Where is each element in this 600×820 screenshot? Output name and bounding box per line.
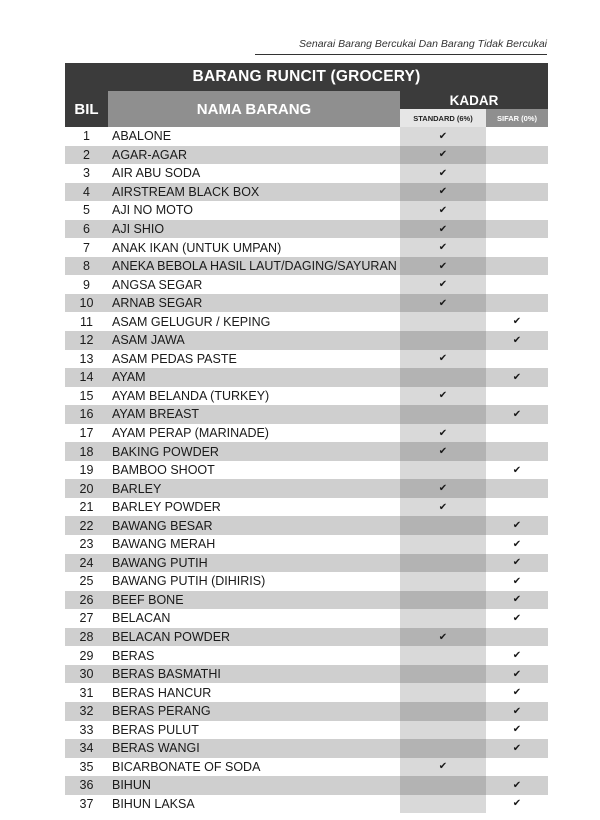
row-number: 37 [65,795,108,814]
standard-rate-check-icon [400,702,486,721]
row-number: 24 [65,554,108,573]
item-name: BAKING POWDER [108,442,400,461]
zero-rate-check-icon [486,164,548,183]
table-row [65,238,548,257]
table-row [65,257,548,276]
row-number: 10 [65,294,108,313]
table-row [65,535,548,554]
table-row [65,387,548,406]
zero-rate-check-icon: ✔ [486,405,548,424]
standard-rate-check-icon: ✔ [400,498,486,517]
zero-rate-check-icon [486,257,548,276]
table-row [65,405,548,424]
item-name: BAWANG PUTIH (DIHIRIS) [108,572,400,591]
table-title: BARANG RUNCIT (GROCERY) [65,63,548,91]
standard-rate-check-icon: ✔ [400,350,486,369]
zero-rate-check-icon [486,220,548,239]
grocery-table [65,63,548,813]
item-name: BAWANG PUTIH [108,554,400,573]
standard-rate-check-icon [400,405,486,424]
item-name: ASAM PEDAS PASTE [108,350,400,369]
row-number: 15 [65,387,108,406]
row-number: 13 [65,350,108,369]
table-row [65,294,548,313]
standard-rate-check-icon: ✔ [400,164,486,183]
standard-rate-check-icon: ✔ [400,294,486,313]
row-number: 27 [65,609,108,628]
zero-rate-check-icon: ✔ [486,331,548,350]
zero-rate-check-icon: ✔ [486,591,548,610]
item-name: BERAS [108,646,400,665]
item-name: ASAM JAWA [108,331,400,350]
standard-rate-check-icon [400,646,486,665]
table-row [65,331,548,350]
table-row [65,164,548,183]
table-row [65,442,548,461]
zero-rate-check-icon: ✔ [486,312,548,331]
standard-rate-check-icon: ✔ [400,758,486,777]
table-row [65,312,548,331]
table-row [65,498,548,517]
zero-rate-check-icon: ✔ [486,368,548,387]
table-row [65,461,548,480]
standard-rate-check-icon [400,516,486,535]
item-name: AYAM BELANDA (TURKEY) [108,387,400,406]
zero-rate-check-icon [486,183,548,202]
row-number: 34 [65,739,108,758]
standard-rate-check-icon [400,683,486,702]
item-name: ANGSA SEGAR [108,275,400,294]
zero-rate-check-icon: ✔ [486,721,548,740]
table-row [65,127,548,146]
item-name: BARLEY [108,479,400,498]
zero-rate-check-icon: ✔ [486,516,548,535]
zero-rate-check-icon [486,498,548,517]
row-number: 33 [65,721,108,740]
row-number: 21 [65,498,108,517]
row-number: 19 [65,461,108,480]
item-name: BERAS WANGI [108,739,400,758]
item-name: AYAM BREAST [108,405,400,424]
standard-rate-check-icon: ✔ [400,479,486,498]
item-name: AGAR-AGAR [108,146,400,165]
zero-rate-check-icon [486,350,548,369]
table-row [65,220,548,239]
standard-rate-check-icon [400,461,486,480]
item-name: ARNAB SEGAR [108,294,400,313]
zero-rate-check-icon: ✔ [486,665,548,684]
item-name: BAWANG BESAR [108,516,400,535]
table-row [65,795,548,814]
standard-rate-check-icon: ✔ [400,257,486,276]
table-row [65,368,548,387]
standard-rate-check-icon [400,554,486,573]
zero-rate-check-icon [486,479,548,498]
item-name: BAMBOO SHOOT [108,461,400,480]
standard-rate-check-icon: ✔ [400,183,486,202]
standard-rate-check-icon [400,572,486,591]
item-name: ANEKA BEBOLA HASIL LAUT/DAGING/SAYURAN [108,257,400,276]
row-number: 9 [65,275,108,294]
row-number: 6 [65,220,108,239]
row-number: 32 [65,702,108,721]
standard-rate-check-icon [400,776,486,795]
table-row [65,350,548,369]
row-number: 2 [65,146,108,165]
table-row [65,554,548,573]
row-number: 3 [65,164,108,183]
standard-rate-check-icon: ✔ [400,628,486,647]
row-number: 31 [65,683,108,702]
zero-rate-check-icon: ✔ [486,683,548,702]
row-number: 16 [65,405,108,424]
column-header-sifar: SIFAR (0%) [486,109,548,127]
standard-rate-check-icon [400,795,486,814]
table-header [65,91,548,127]
zero-rate-check-icon [486,758,548,777]
row-number: 17 [65,424,108,443]
standard-rate-check-icon [400,535,486,554]
row-number: 28 [65,628,108,647]
table-body [65,127,548,813]
zero-rate-check-icon: ✔ [486,702,548,721]
header-divider [255,54,547,55]
zero-rate-check-icon: ✔ [486,609,548,628]
item-name: BELACAN [108,609,400,628]
zero-rate-check-icon [486,424,548,443]
standard-rate-check-icon: ✔ [400,442,486,461]
row-number: 36 [65,776,108,795]
zero-rate-check-icon [486,238,548,257]
item-name: BIHUN LAKSA [108,795,400,814]
standard-rate-check-icon [400,331,486,350]
table-row [65,702,548,721]
column-header-bil: BIL [65,91,108,127]
row-number: 8 [65,257,108,276]
row-number: 12 [65,331,108,350]
item-name: ANAK IKAN (UNTUK UMPAN) [108,238,400,257]
row-number: 35 [65,758,108,777]
table-row [65,721,548,740]
standard-rate-check-icon [400,609,486,628]
item-name: AJI SHIO [108,220,400,239]
standard-rate-check-icon: ✔ [400,238,486,257]
item-name: BERAS PERANG [108,702,400,721]
table-row [65,609,548,628]
table-row [65,424,548,443]
standard-rate-check-icon [400,721,486,740]
item-name: AYAM [108,368,400,387]
standard-rate-check-icon [400,312,486,331]
row-number: 25 [65,572,108,591]
item-name: BELACAN POWDER [108,628,400,647]
row-number: 5 [65,201,108,220]
table-row [65,275,548,294]
standard-rate-check-icon [400,591,486,610]
table-row [65,739,548,758]
table-row [65,591,548,610]
table-row [65,183,548,202]
row-number: 23 [65,535,108,554]
standard-rate-check-icon [400,665,486,684]
zero-rate-check-icon [486,387,548,406]
zero-rate-check-icon: ✔ [486,554,548,573]
standard-rate-check-icon: ✔ [400,220,486,239]
zero-rate-check-icon: ✔ [486,572,548,591]
row-number: 4 [65,183,108,202]
row-number: 11 [65,312,108,331]
table-row [65,201,548,220]
standard-rate-check-icon: ✔ [400,146,486,165]
zero-rate-check-icon: ✔ [486,739,548,758]
page-header: Senarai Barang Bercukai Dan Barang Tidak Bercukai [299,38,547,50]
table-row [65,146,548,165]
row-number: 20 [65,479,108,498]
table-row [65,776,548,795]
standard-rate-check-icon: ✔ [400,201,486,220]
table-row [65,572,548,591]
column-header-kadar [400,91,548,127]
item-name: AYAM PERAP (MARINADE) [108,424,400,443]
zero-rate-check-icon [486,294,548,313]
table-row [65,479,548,498]
item-name: BAWANG MERAH [108,535,400,554]
row-number: 14 [65,368,108,387]
item-name: BICARBONATE OF SODA [108,758,400,777]
zero-rate-check-icon [486,275,548,294]
zero-rate-check-icon: ✔ [486,535,548,554]
zero-rate-check-icon: ✔ [486,795,548,814]
table-row [65,758,548,777]
zero-rate-check-icon: ✔ [486,646,548,665]
row-number: 22 [65,516,108,535]
table-row [65,628,548,647]
item-name: AIR ABU SODA [108,164,400,183]
zero-rate-check-icon [486,127,548,146]
zero-rate-check-icon [486,442,548,461]
zero-rate-check-icon [486,146,548,165]
row-number: 18 [65,442,108,461]
item-name: ASAM GELUGUR / KEPING [108,312,400,331]
item-name: ABALONE [108,127,400,146]
column-header-standard: STANDARD (6%) [400,109,486,127]
item-name: BERAS BASMATHI [108,665,400,684]
row-number: 29 [65,646,108,665]
row-number: 26 [65,591,108,610]
item-name: BERAS PULUT [108,721,400,740]
standard-rate-check-icon: ✔ [400,424,486,443]
standard-rate-check-icon: ✔ [400,275,486,294]
column-header-nama-barang: NAMA BARANG [108,91,400,127]
table-row [65,516,548,535]
table-row [65,646,548,665]
item-name: AIRSTREAM BLACK BOX [108,183,400,202]
item-name: BIHUN [108,776,400,795]
table-row [65,683,548,702]
row-number: 30 [65,665,108,684]
standard-rate-check-icon: ✔ [400,127,486,146]
zero-rate-check-icon: ✔ [486,461,548,480]
item-name: BEEF BONE [108,591,400,610]
item-name: BERAS HANCUR [108,683,400,702]
row-number: 1 [65,127,108,146]
zero-rate-check-icon [486,201,548,220]
table-row [65,665,548,684]
standard-rate-check-icon [400,368,486,387]
standard-rate-check-icon [400,739,486,758]
item-name: BARLEY POWDER [108,498,400,517]
kadar-label: KADAR [449,92,499,108]
item-name: AJI NO MOTO [108,201,400,220]
zero-rate-check-icon [486,628,548,647]
standard-rate-check-icon: ✔ [400,387,486,406]
row-number: 7 [65,238,108,257]
zero-rate-check-icon: ✔ [486,776,548,795]
